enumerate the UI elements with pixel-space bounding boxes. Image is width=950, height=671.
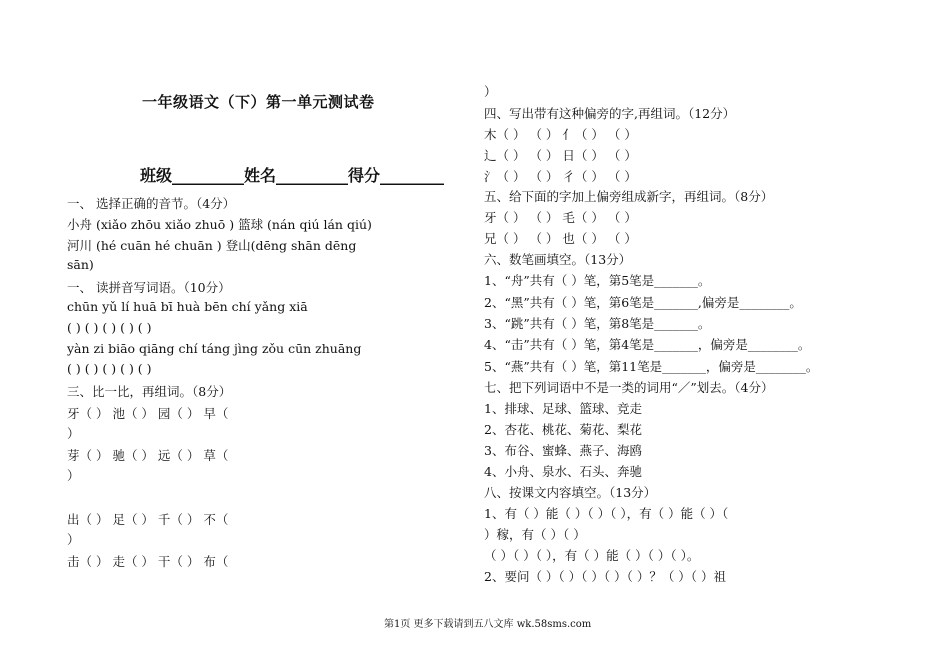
section-3-title: 三、比一比，再组词。（8分） xyxy=(67,384,232,399)
stroke-row: 4、“击”共有（ ）笔，第4笔是_______，偏旁是________。 xyxy=(484,337,811,352)
word-group-row: 1、排球、足球、篮球、竞走 xyxy=(484,401,642,416)
section-6-title: 六、数笔画填空。（13分） xyxy=(484,252,632,267)
fill-text-row: ）稼，有（ ）（ ） xyxy=(484,527,586,542)
compare-row-wrap: ） xyxy=(67,426,80,441)
radical-row: 氵（ ） （ ） 彳（ ） （ ） xyxy=(484,169,637,184)
compare-row-wrap: ） xyxy=(67,532,80,547)
new-char-row: 牙（ ） （ ） 毛（ ） （ ） xyxy=(484,210,637,225)
word-group-row: 4、小舟、泉水、石头、奔驰 xyxy=(484,464,642,479)
radical-row: 木（ ） （ ） 亻（ ） （ ） xyxy=(484,127,637,142)
word-group-row: 2、杏花、桃花、菊花、梨花 xyxy=(484,422,642,437)
answer-brackets-row: ( ) ( ) ( ) ( ) ( ) xyxy=(67,361,152,376)
radical-row: 辶（ ） （ ） 日（ ） （ ） xyxy=(484,148,637,163)
stroke-row: 5、“燕”共有（ ）笔，第11笔是_______，偏旁是________。 xyxy=(484,359,819,374)
stroke-row: 2、“黑”共有（ ）笔，第6笔是_______,偏旁是________。 xyxy=(484,295,802,310)
compare-row: 芽（ ） 驰（ ） 远（ ） 草（ xyxy=(67,448,229,463)
section-1-line: 河川 (hé cuān hé chuān ) 登山(dēng shān dēng xyxy=(67,238,357,253)
name-score-line: 班级_________姓名_________得分________ xyxy=(140,166,445,185)
section-1-title: 一、 选择正确的音节。（4分） xyxy=(67,196,236,211)
page-footer: 第1页 更多下载请到五八文库 wk.58sms.com xyxy=(384,619,592,630)
section-2-title: 一、 读拼音写词语。（10分） xyxy=(67,280,231,295)
page-title: 一年级语文（下）第一单元测试卷 xyxy=(142,93,375,111)
compare-row: 出（ ） 足（ ） 千（ ） 不（ xyxy=(67,512,229,527)
fill-text-row: 1、有（ ）能（ ）（ ）（ ），有（ ）能（ ）（ xyxy=(484,506,729,521)
compare-row: 牙（ ） 池（ ） 园（ ） 早（ xyxy=(67,406,229,421)
word-group-row: 3、布谷、蜜蜂、燕子、海鸥 xyxy=(484,443,642,458)
pinyin-row: yàn zi biāo qiāng chí táng jìng zǒu cūn zhuāng xyxy=(67,341,362,356)
fill-text-row: （ ）（ ）（ ），有（ ）能（ ）（ ）（ ）。 xyxy=(484,548,700,563)
section-5-title: 五、给下面的字加上偏旁组成新字，再组词。（8分） xyxy=(484,189,774,204)
section-7-title: 七、把下列词语中不是一类的词用“／”划去。（4分） xyxy=(484,380,774,395)
stroke-row: 1、“舟”共有（ ）笔，第5笔是_______。 xyxy=(484,273,711,288)
section-1-line: sān) xyxy=(67,257,94,272)
new-char-row: 兄（ ） （ ） 也（ ） （ ） xyxy=(484,231,637,246)
compare-row: 击（ ） 走（ ） 干（ ） 布（ xyxy=(67,554,229,569)
section-1-line: 小舟 (xiǎo zhōu xiǎo zhuō ) 篮球 (nán qiú lán qiú) xyxy=(67,217,372,232)
pinyin-row: chūn yǔ lí huā bī huà bēn chí yǎng xiā xyxy=(67,299,308,314)
answer-brackets-row: ( ) ( ) ( ) ( ) ( ) xyxy=(67,320,152,335)
stroke-row: 3、“跳”共有（ ）笔，第8笔是_______。 xyxy=(484,316,711,331)
fill-text-row: 2、要问（ ）（ ）（ ）（ ）（ ）？（ ）（ ）祖 xyxy=(484,569,727,584)
section-8-title: 八、按课文内容填空。（13分） xyxy=(484,485,657,500)
compare-row-wrap: ） xyxy=(67,468,80,483)
section-4-title: 四、写出带有这种偏旁的字,再组词。（12分） xyxy=(484,106,736,121)
continued-bracket: ） xyxy=(484,84,497,99)
